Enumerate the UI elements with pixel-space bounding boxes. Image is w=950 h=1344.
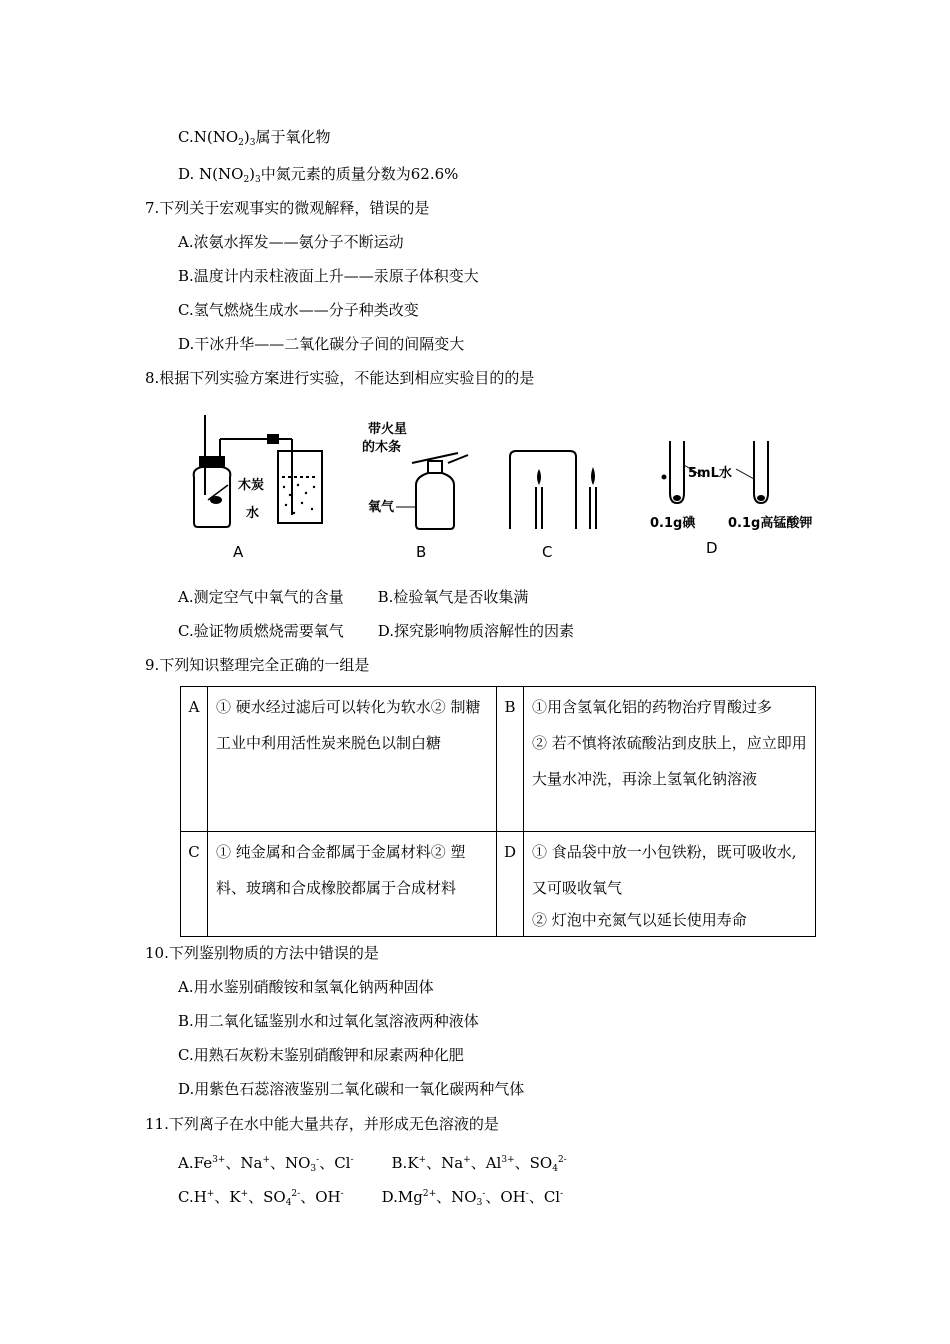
q6-option-d: D. $N(NO_2)_3$中氮元素的质量分数为62.6% [178, 165, 459, 185]
label-water-a: 水 [246, 506, 260, 521]
label-permanganate: 0.1g高锰酸钾 [728, 516, 813, 531]
cell-label-a: A [181, 687, 208, 832]
q11-options-row-2 [178, 1184, 563, 1213]
q10-option-a: A.用水鉴别硝酸铵和氢氧化钠两种固体 [178, 978, 434, 996]
q10-stem: 10.下列鉴别物质的方法中错误的是 [145, 944, 379, 962]
q10-option-d: D.用紫色石蕊溶液鉴别二氧化碳和一氧化碳两种气体 [178, 1080, 525, 1098]
q7-stem: 7.下列关于宏观事实的微观解释，错误的是 [145, 199, 430, 217]
q8-options-row-2: C.验证物质燃烧需要氧气 D.探究影响物质溶解性的因素 [178, 622, 574, 640]
apparatus-c [510, 451, 596, 529]
label-d: D [706, 539, 718, 557]
cell-a: ① 硬水经过滤后可以转化为软水② 制糖工业中利用活性炭来脱色以制白糖 [208, 687, 497, 832]
q7-option-a: A.浓氨水挥发——氨分子不断运动 [178, 233, 404, 251]
q7-option-d: D.干冰升华——二氧化碳分子间的间隔变大 [178, 335, 465, 353]
apparatus-b [412, 453, 468, 529]
label-iodine: 0.1g碘 [650, 516, 696, 531]
water-dots-a [283, 484, 315, 514]
q10-option-c: C.用熟石灰粉末鉴别硝酸钾和尿素两种化肥 [178, 1046, 464, 1064]
label-c: C [542, 543, 553, 560]
q10-option-b: B.用二氧化锰鉴别水和过氧化氢溶液两种液体 [178, 1012, 479, 1030]
q11-stem: 11.下列离子在水中能大量共存，并形成无色溶液的是 [145, 1115, 499, 1133]
table-row [181, 687, 816, 832]
q11-option-c: C.H+、K+、$SO_4^{2-}$、OH- [178, 1188, 344, 1208]
q11-options-row-1 [178, 1150, 567, 1179]
q8-stem: 8.根据下列实验方案进行实验，不能达到相应实验目的的是 [145, 369, 535, 387]
table-row [181, 832, 816, 937]
q7-option-b: B.温度计内汞柱液面上升——汞原子体积变大 [178, 267, 479, 285]
cell-c: ① 纯金属和合金都属于金属材料② 塑料、玻璃和合成橡胶都属于合成材料 [208, 832, 497, 937]
label-5ml-water: 5mL水 [688, 466, 732, 481]
cell-b: ①用含氢氧化铝的药物治疗胃酸过多 ② 若不慎将浓硫酸沾到皮肤上，应立即用大量水冲洗，再涂上氢氧化钠溶液 [524, 687, 816, 832]
q8-options-row-1: A.测定空气中氧气的含量 B.检验氧气是否收集满 [178, 588, 529, 606]
q11-option-b: B.K+、Na+、$Al^{3+}$、$SO_4^{2-}$ [391, 1154, 567, 1174]
cell-d: ① 食品袋中放一小包铁粉，既可吸收水,又可吸收氧气 ② 灯泡中充氮气以延长使用寿命 [524, 832, 816, 937]
cell-label-c: C [181, 832, 208, 937]
label-charcoal: 木炭 [238, 478, 265, 493]
flame-inside [537, 469, 541, 485]
q6-option-c: $C.N(NO_2)_3$属于氧化物 [178, 128, 331, 148]
q7-option-c: C.氢气燃烧生成水——分子种类改变 [178, 301, 419, 319]
cell-label-d: D [497, 832, 524, 937]
q11-option-d: $D.Mg^{2+}$、$NO_3^-$、OH-、Cl- [381, 1188, 564, 1208]
label-splint-1: 带火星 [368, 422, 408, 437]
label-a: A [233, 543, 244, 560]
cell-label-b: B [497, 687, 524, 832]
label-oxygen: 氧气 [368, 500, 395, 515]
flame-outside [591, 467, 595, 485]
label-splint-2: 的木条 [362, 440, 402, 455]
q9-stem: 9.下列知识整理完全正确的一组是 [145, 656, 370, 674]
q8-experiment-figure [180, 405, 825, 560]
knowledge-table [180, 686, 816, 937]
q11-option-a: $A.Fe^{3+}$、Na+、$NO_3^-$、Cl- [178, 1154, 354, 1174]
label-b: B [416, 543, 427, 560]
